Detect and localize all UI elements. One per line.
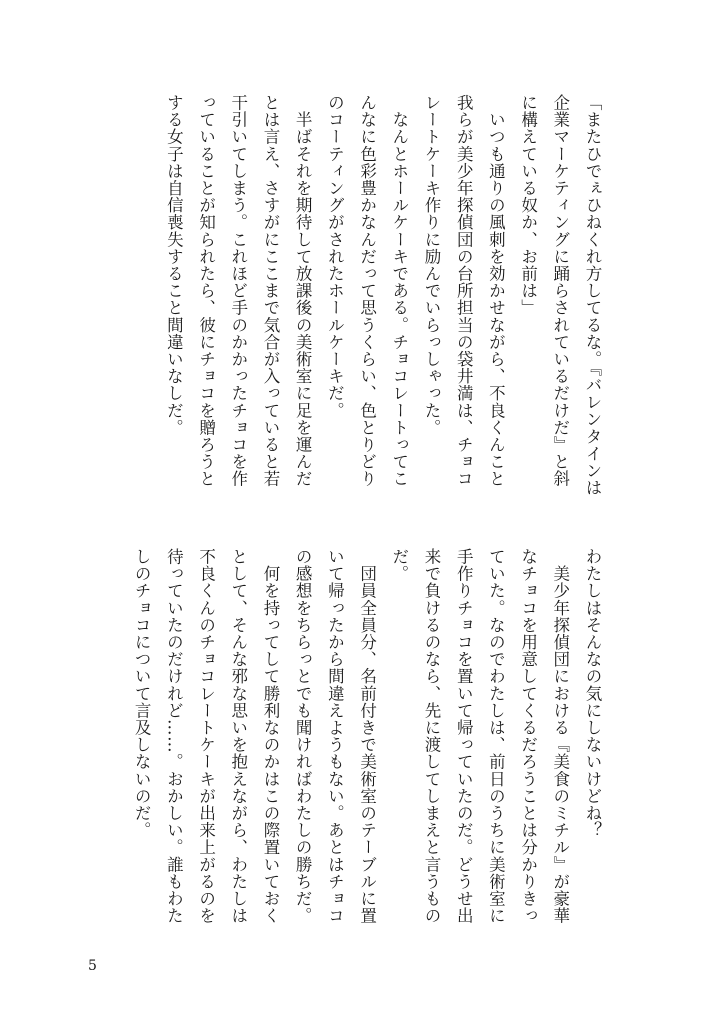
paragraph: わたしはそんなの気にしないけどね？ bbox=[583, 548, 602, 839]
paragraph: 「またひでぇひねくれ方してるな。『バレンタインは企業マーケティングに踊らされているだけだ』と斜に構えている奴か、お前は」 bbox=[518, 94, 602, 497]
paragraph: なんとホールケーキである。チョコレートってこんなに色彩豊かなんだって思うくらい、色とりどりのコーティングがされたホールケーキだ。 bbox=[325, 94, 409, 488]
upper-text-block bbox=[126, 94, 608, 502]
paragraph: 半ばそれを期待して放課後の美術室に足を運んだとは言え、さすがにここまで気合が入っていると若干引いてしまう。これほど手のかかったチョコを作っていることが知られたら、彼にチョコを贈ろうとする女子は自信喪失すること間違いなしだ。 bbox=[164, 94, 313, 488]
paragraph: 団員全員分、名前付きで美術室のテーブルに置いて帰ったから間違えようもない。あとはチョコの感想をちらっとでも聞ければわたしの勝ちだ。 bbox=[293, 548, 377, 925]
paragraph: いつも通りの風刺を効かせながら、不良くんこと我らが美少年探偵団の台所担当の袋井満は、チョコレートケーキ作りに励んでいらっしゃった。 bbox=[421, 94, 506, 488]
lower-text-block bbox=[126, 548, 608, 940]
page-number: 5 bbox=[88, 958, 97, 974]
paragraph: 何を持ってして勝利なのかはこの際置いておくとして、そんな邪な思いを抱えながら、わたしは不良くんのチョコレートケーキが出来上がるのを待っていたのだけれど……。おかしい。誰もわたしのチョコについて言及しないのだ。 bbox=[132, 548, 280, 925]
paragraph: 美少年探偵団における『美食のミチル』が豪華なチョコを用意してくるだろうことは分かりきっていた。なのでわたしは、前日のうちに美術室に手作りチョコを置いて帰っていたのだ。どうせ出来で負けるのなら、先に渡してしまえと言うものだ。 bbox=[389, 548, 570, 925]
